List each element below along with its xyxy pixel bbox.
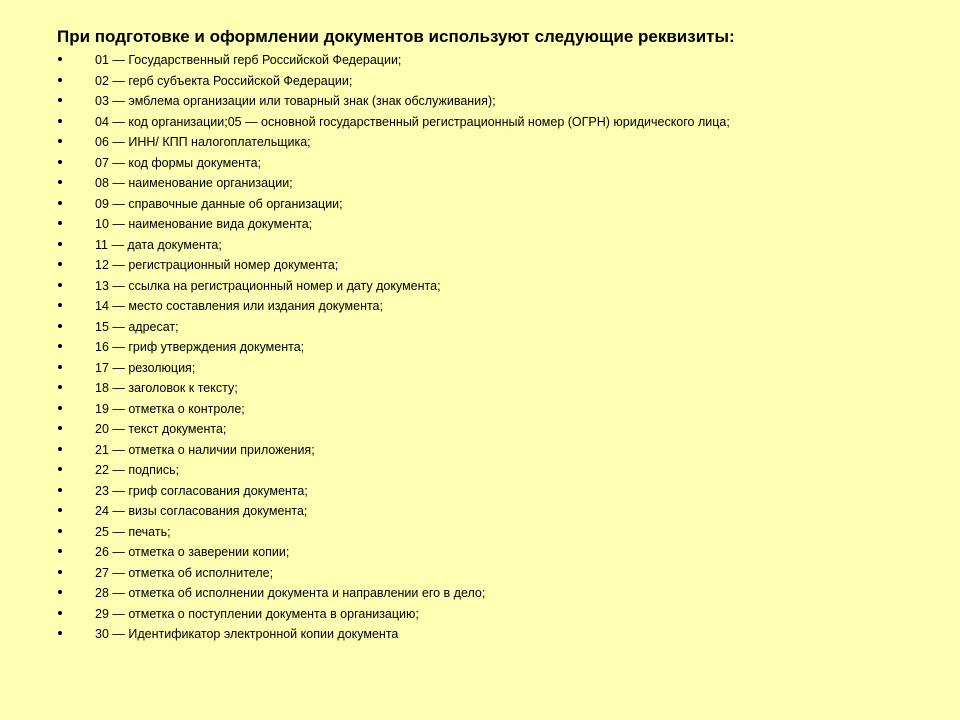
- bullet-icon: [58, 160, 62, 164]
- list-item-text: 27 — отметка об исполнителе;: [95, 565, 274, 580]
- bullet-icon: [58, 139, 62, 143]
- bullet-icon: [58, 324, 62, 328]
- bullet-icon: [58, 365, 62, 369]
- bullet-icon: [58, 119, 62, 123]
- bullet-icon: [58, 467, 62, 471]
- list-item-text: 13 — ссылка на регистрационный номер и дату документа;: [95, 278, 441, 293]
- bullet-icon: [58, 221, 62, 225]
- bullet-icon: [58, 385, 62, 389]
- list-item-text: 12 — регистрационный номер документа;: [95, 258, 339, 272]
- bullet-icon: [58, 488, 62, 492]
- bullet-icon: [58, 98, 62, 102]
- list-item-text: 17 — резолюция;: [95, 360, 196, 375]
- slide-title: При подготовке и оформлении документов используют следующие реквизиты:: [57, 27, 735, 46]
- list-item-text: 14 — место составления или издания документа;: [95, 299, 383, 313]
- list-item-text: 28 — отметка об исполнении документа и направлении его в дело;: [95, 586, 486, 600]
- bullet-icon: [58, 78, 62, 82]
- list-item-text: 30 — Идентификатор электронной копии документа: [95, 627, 399, 641]
- list-item-text: 24 — визы согласования документа;: [95, 504, 308, 518]
- list-item-text: 25 — печать;: [95, 524, 171, 539]
- bullet-icon: [58, 262, 62, 266]
- list-item-text: 15 — адресат;: [95, 319, 179, 334]
- list-item-text: 29 — отметка о поступлении документа в организацию;: [95, 606, 419, 621]
- bullet-icon: [58, 242, 62, 246]
- bullet-icon: [58, 180, 62, 184]
- list-item-text: 16 — гриф утверждения документа;: [95, 340, 305, 354]
- list-item-text: 21 — отметка о наличии приложения;: [95, 442, 315, 457]
- list-item-text: 23 — гриф согласования документа;: [95, 483, 308, 498]
- bullet-icon: [58, 590, 62, 594]
- bullet-icon: [58, 529, 62, 533]
- bullet-icon: [58, 447, 62, 451]
- bullet-icon: [58, 283, 62, 287]
- list-item-text: 08 — наименование организации;: [95, 176, 293, 190]
- list-item-text: 19 — отметка о контроле;: [95, 401, 245, 416]
- bullet-icon: [58, 57, 62, 61]
- list-item-text: 10 — наименование вида документа;: [95, 217, 313, 231]
- list-item-text: 01 — Государственный герб Российской Федерации;: [95, 53, 402, 67]
- list-item-text: 22 — подпись;: [95, 463, 180, 477]
- list-item-text: 18 — заголовок к тексту;: [95, 381, 238, 395]
- list-item-text: 02 — герб субъекта Российской Федерации;: [95, 73, 353, 88]
- list-item-text: 20 — текст документа;: [95, 422, 227, 436]
- bullet-icon: [58, 344, 62, 348]
- list-item-text: 07 — код формы документа;: [95, 155, 262, 170]
- bullet-icon: [58, 508, 62, 512]
- list-item-text: 11 — дата документа;: [95, 237, 222, 252]
- bullet-icon: [58, 303, 62, 307]
- list-item-text: 04 — код организации;05 — основной государственный регистрационный номер (ОГРН) юридического лица;: [95, 114, 730, 129]
- bullet-icon: [58, 406, 62, 410]
- bullet-icon: [58, 570, 62, 574]
- bullet-icon: [58, 201, 62, 205]
- list-item-text: 09 — справочные данные об организации;: [95, 196, 343, 211]
- bullet-icon: [58, 631, 62, 635]
- list-item-text: 03 — эмблема организации или товарный знак (знак обслуживания);: [95, 94, 496, 108]
- bullet-icon: [58, 549, 62, 553]
- list-item-text: 06 — ИНН/ КПП налогоплательщика;: [95, 135, 311, 149]
- list-item-text: 26 — отметка о заверении копии;: [95, 545, 290, 559]
- bullet-icon: [58, 426, 62, 430]
- bullet-icon: [58, 611, 62, 615]
